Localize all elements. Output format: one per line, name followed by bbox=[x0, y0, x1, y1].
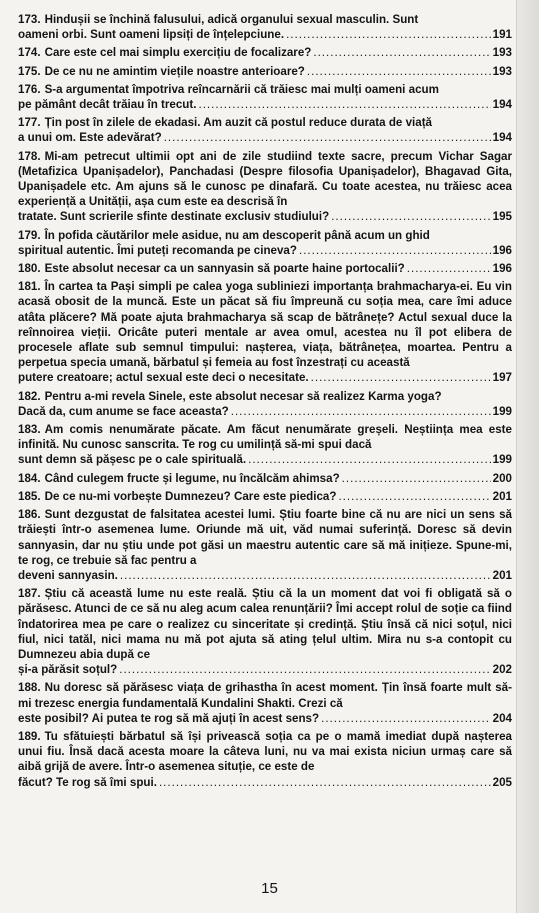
leader-dots bbox=[164, 130, 491, 145]
entry-text-line: nașterea unui fiu. Însă dacă acesta moare la câteva luni, nu va mai exista bbox=[18, 729, 512, 759]
leader-dots bbox=[286, 27, 491, 42]
entry-text-line: Sagar (Metafizica Upanișadelor), Panchadasi (Despre filosofia Upanișadelor), bbox=[18, 149, 512, 178]
entry-page-number: 194 bbox=[492, 131, 512, 145]
entry-text-line: pe pământ decât trăiau în trecut. bbox=[18, 98, 197, 112]
entry-text-line: mea este infinită. Nu cunosc sanscrita. Te rog cu umilință să-mi spui dacă bbox=[18, 423, 512, 452]
entry-page-number: 199 bbox=[492, 404, 512, 418]
entry-page-number: 200 bbox=[492, 471, 512, 485]
leader-dots bbox=[338, 489, 490, 504]
entry-text-line: În cartea ta Pași simpli pe calea yoga subliniezi importanța bbox=[44, 280, 374, 294]
toc-entry bbox=[18, 228, 512, 258]
entry-text-line: și-a părăsit soțul? bbox=[18, 663, 118, 677]
entry-text-line: foarte mult să-mi trezesc energia fundamentală Kundalini Shakti. Crezi că bbox=[18, 681, 512, 710]
leader-dots bbox=[119, 662, 490, 677]
toc-entry bbox=[18, 261, 512, 276]
entry-number: 181. bbox=[18, 280, 41, 294]
toc-entry bbox=[18, 115, 512, 145]
entry-last-line bbox=[18, 711, 512, 726]
entry-last-line bbox=[18, 370, 512, 385]
leader-dots bbox=[331, 209, 490, 224]
adjacent-page-edge bbox=[516, 0, 539, 913]
page-number: 15 bbox=[261, 880, 278, 897]
entry-last-line bbox=[18, 404, 512, 419]
entry-number: 186. bbox=[18, 508, 41, 522]
entry-text-line: a perpetua specia umană, bărbatul și femeia au fost înzestrați cu această bbox=[18, 341, 512, 370]
toc-entry bbox=[18, 82, 512, 112]
entry-text-line: și credință. Știu însă că nici soțul, nici fiul, nici tatăl, nici mama nu mă pot bbox=[18, 617, 512, 646]
entry-text-line: brahmacharya să scap de bătrânețe? Actul sexual duce la reînnoirea vieții. bbox=[18, 310, 512, 339]
leader-dots bbox=[307, 64, 491, 79]
leader-dots bbox=[198, 97, 490, 112]
entry-number: 183. bbox=[18, 423, 41, 437]
entry-page-number: 196 bbox=[492, 243, 512, 257]
entry-text-line: Țin post în zilele de ekadasi. Am auzit că postul reduce durata de viață bbox=[44, 116, 433, 130]
entry-last-line bbox=[18, 471, 512, 486]
entry-text-line: brahmacharya-ei. Eu vin acasă obosit de la muncă. Este un păcat să fiu bbox=[18, 280, 512, 309]
entry-page-number: 201 bbox=[492, 489, 512, 503]
entry-text-line: tratate. Sunt scrierile sfinte destinate exclusiv studiului? bbox=[18, 210, 330, 224]
entry-last-line bbox=[18, 64, 512, 79]
entry-page-number: 202 bbox=[492, 663, 512, 677]
leader-dots bbox=[299, 243, 491, 258]
entry-number: 182. bbox=[18, 389, 41, 403]
entry-text-line: suferință. Doresc să devin sannyasin, dar nu știu unde pot găsi un maestru bbox=[18, 523, 512, 552]
entry-last-line bbox=[18, 775, 512, 790]
entry-text-line: aflate sub semnul timpului: nașterea, viața, bătrânețea, moartea. Pentru bbox=[78, 341, 499, 355]
entry-number: 189. bbox=[18, 729, 41, 743]
entry-text-line: sunt demn să pășesc pe o cale spirituală. bbox=[18, 453, 247, 467]
entry-text-line: niciun urmaș care să aibă grijă de avere. Într-o asemenea situție, ce este de bbox=[18, 745, 512, 774]
leader-dots bbox=[313, 45, 490, 60]
entry-text-line: De ce nu ne amintim viețile noastre anterioare? bbox=[44, 64, 305, 78]
entry-page-number: 194 bbox=[492, 98, 512, 112]
entry-number: 180. bbox=[18, 262, 41, 276]
entry-text-line: Tu sfătuiești bărbatul să își privească soția ca pe o mamă imediat după bbox=[44, 729, 460, 743]
entry-page-number: 199 bbox=[492, 453, 512, 467]
entry-text-line: făcut? Te rog să îmi spui. bbox=[18, 775, 157, 789]
toc-entry bbox=[18, 422, 512, 468]
toc-entry bbox=[18, 471, 512, 486]
entry-last-line bbox=[18, 27, 512, 42]
entry-text-line: împreună cu soția mea, care îmi aduce atâta plăcere? Mă poate ajuta bbox=[18, 295, 512, 324]
entry-page-number: 193 bbox=[492, 46, 512, 60]
entry-text-line: De ce nu-mi vorbește Dumnezeu? Care este piedica? bbox=[44, 489, 337, 503]
entry-text-line: Nu doresc să părăsesc viața de grihastha în acest moment. Țin însă bbox=[44, 681, 427, 695]
toc-entry bbox=[18, 680, 512, 726]
entry-text-line: Oricâte puteri mentale ar avea omul, acestea nu îl pot elibera de procesele bbox=[18, 325, 512, 355]
toc-entry bbox=[18, 279, 512, 385]
entry-last-line bbox=[18, 662, 512, 677]
leader-dots bbox=[407, 261, 491, 276]
entry-number: 173. bbox=[18, 13, 41, 26]
entry-text-line: Sunt dezgustat de falsitatea acestei lumi. Știu foarte bine că nu are bbox=[44, 508, 423, 522]
entry-text-line: Mi-am petrecut ultimii opt ani de zile studiind texte sacre, precum Vichar bbox=[44, 149, 474, 163]
entry-number: 178. bbox=[18, 149, 41, 163]
entry-text-line: Bhagavad Gita, Upanișadele etc. Am ajuns să le cunosc pe dinafară. Cu toate bbox=[18, 164, 512, 194]
entry-number: 185. bbox=[18, 489, 41, 503]
entry-page-number: 201 bbox=[492, 568, 512, 582]
entry-text-line: a unui om. Este adevărat? bbox=[18, 131, 162, 145]
entry-text-line: Dacă da, cum anume se face aceasta? bbox=[18, 404, 229, 418]
leader-dots bbox=[231, 404, 491, 419]
entry-text-line: În pofida căutărilor mele asidue, nu am descoperit până acum un ghid bbox=[44, 228, 430, 242]
leader-dots bbox=[342, 471, 491, 486]
entry-text-line: spiritual autentic. Îmi puteți recomanda pe cineva? bbox=[18, 243, 297, 257]
entry-page-number: 196 bbox=[492, 262, 512, 276]
leader-dots bbox=[120, 568, 491, 583]
entry-text-line: S-a argumentat împotriva reîncarnării că trăiesc mai mulți oameni acum bbox=[44, 82, 439, 96]
entry-text-line: accept rolul de soție ca fiind îndatorirea mea pe care o realizez cu sinceritate bbox=[18, 602, 512, 631]
table-of-contents bbox=[18, 12, 512, 793]
entry-text-line: deveni sannyasin. bbox=[18, 568, 118, 582]
entry-text-line: Știu că această lume nu este reală. Știu că la un moment dat voi fi bbox=[44, 587, 433, 601]
toc-entry bbox=[18, 586, 512, 677]
toc-entry bbox=[18, 389, 512, 419]
entry-number: 177. bbox=[18, 116, 41, 130]
entry-page-number: 195 bbox=[492, 210, 512, 224]
entry-number: 179. bbox=[18, 228, 41, 242]
leader-dots bbox=[248, 452, 491, 467]
entry-text-line: Care este cel mai simplu exercițiu de focalizare? bbox=[44, 46, 312, 60]
entry-last-line bbox=[18, 243, 512, 258]
entry-text-line: este posibil? Ai putea te rog să mă ajuți în acest sens? bbox=[18, 711, 320, 725]
entry-page-number: 204 bbox=[492, 711, 512, 725]
entry-text-line: putere creatoare; actul sexual este deci o necesitate. bbox=[18, 371, 309, 385]
entry-page-number: 191 bbox=[492, 28, 512, 42]
entry-page-number: 205 bbox=[492, 775, 512, 789]
leader-dots bbox=[311, 370, 491, 385]
entry-last-line bbox=[18, 209, 512, 224]
entry-text-line: acestea, nu trăiesc acea experiență a Unității, așa cum este ea descrisă în bbox=[18, 180, 512, 209]
entry-number: 174. bbox=[18, 46, 41, 60]
leader-dots bbox=[321, 711, 491, 726]
entry-number: 176. bbox=[18, 82, 41, 96]
toc-entry bbox=[18, 489, 512, 504]
entry-text-line: oameni orbi. Sunt oameni lipsiți de înțelepciune. bbox=[18, 28, 285, 42]
toc-entry bbox=[18, 149, 512, 225]
entry-text-line: Am comis nenumărate păcate. Am făcut nenumărate greșeli. Neștiința bbox=[44, 423, 454, 437]
entry-text-line: autentic care să mă inițieze. Spune-mi, te rog, ce trebuie să fac pentru a bbox=[18, 538, 513, 567]
entry-text-line: obligată să o părăsesc. Atunci de ce să nu aleg acum calea renunțării? Îmi bbox=[18, 587, 512, 616]
entry-number: 187. bbox=[18, 587, 41, 601]
toc-entry bbox=[18, 729, 512, 790]
entry-last-line bbox=[18, 452, 512, 467]
entry-number: 184. bbox=[18, 471, 41, 485]
entry-text-line: Când culegem fructe și legume, nu încălcăm ahimsa? bbox=[44, 471, 340, 485]
entry-page-number: 197 bbox=[492, 371, 512, 385]
entry-text-line: Hindușii se închină falusului, adică organului sexual masculin. Sunt bbox=[44, 13, 419, 26]
entry-last-line bbox=[18, 45, 512, 60]
entry-last-line bbox=[18, 489, 512, 504]
entry-text-line: nici un sens să trăiești într-o asemenea lume. Oriunde mă uit, văd numai bbox=[18, 508, 512, 537]
entry-number: 175. bbox=[18, 64, 41, 78]
leader-dots bbox=[159, 775, 491, 790]
entry-text-line: Este absolut necesar ca un sannyasin să poarte haine portocalii? bbox=[44, 262, 405, 276]
entry-last-line bbox=[18, 97, 512, 112]
entry-last-line bbox=[18, 130, 512, 145]
toc-entry bbox=[18, 45, 512, 60]
toc-entry bbox=[18, 507, 512, 583]
entry-text-line: Pentru a-mi revela Sinele, este absolut necesar să realizez Karma yoga? bbox=[44, 389, 442, 403]
entry-page-number: 193 bbox=[492, 64, 512, 78]
entry-last-line bbox=[18, 261, 512, 276]
entry-last-line bbox=[18, 568, 512, 583]
entry-number: 188. bbox=[18, 681, 41, 695]
toc-entry bbox=[18, 12, 512, 42]
entry-text-line: ajuta să ating țelul ultim. Mira nu s-a contopit cu Dumnezeu abia după ce bbox=[18, 632, 512, 661]
toc-entry bbox=[18, 64, 512, 79]
